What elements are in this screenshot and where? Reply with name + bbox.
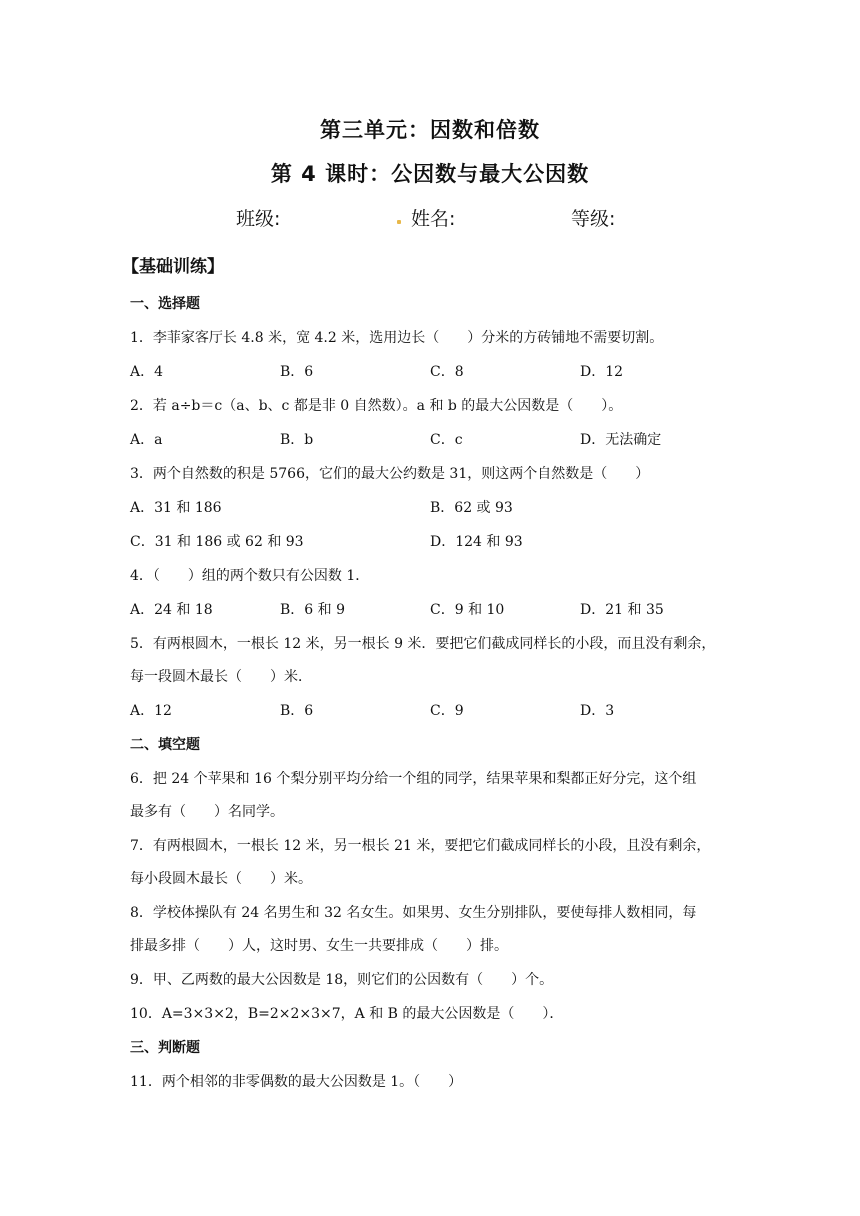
q1-option-c: C．8 — [430, 364, 464, 380]
q2-option-d: D．无法确定 — [580, 432, 662, 448]
question-6-line1: 6．把 24 个苹果和 16 个梨分别平均分给一个组的同学，结果苹果和梨都正好分完，这个组 — [130, 771, 697, 787]
q3-option-d: D．124 和 93 — [430, 534, 523, 550]
q4-option-d: D．21 和 35 — [580, 602, 664, 618]
q4-option-b: B．6 和 9 — [280, 602, 346, 618]
section-basic-training: 【基础训练】 — [122, 257, 224, 277]
q4-option-c: C．9 和 10 — [430, 602, 505, 618]
section-choice: 一、选择题 — [130, 296, 200, 312]
question-2: 2．若 a÷b＝c（a、b、c 都是非 0 自然数）。a 和 b 的最大公因数是（ ）。 — [130, 398, 623, 414]
q4-option-a: A．24 和 18 — [130, 602, 213, 618]
question-8-line2: 排最多排（ ）人，这时男、女生一共要排成（ ）排。 — [130, 938, 508, 954]
page-title: 第三单元：因数和倍数 — [320, 118, 540, 142]
question-11: 11．两个相邻的非零偶数的最大公因数是 1。（ ） — [130, 1074, 463, 1090]
question-9: 9．甲、乙两数的最大公因数是 18，则它们的公因数有（ ）个。 — [130, 972, 554, 988]
q1-option-a: A．4 — [130, 364, 164, 380]
name-label: 姓名: — [411, 208, 456, 230]
q5-option-b: B．6 — [280, 703, 314, 719]
question-1: 1．李菲家客厅长 4.8 米，宽 4.2 米，选用边长（ ）分米的方砖铺地不需要切割。 — [130, 330, 664, 346]
q1-option-b: B．6 — [280, 364, 314, 380]
question-8-line1: 8．学校体操队有 24 名男生和 32 名女生。如果男、女生分别排队，要使每排人数相同，每 — [130, 905, 697, 921]
q2-option-b: B．b — [280, 432, 314, 448]
q3-option-b: B．62 或 93 — [430, 500, 513, 516]
question-5-line1: 5．有两根圆木，一根长 12 米，另一根长 9 米．要把它们截成同样长的小段，而且没有剩余， — [130, 636, 716, 652]
question-7-line1: 7．有两根圆木，一根长 12 米，另一根长 21 米，要把它们截成同样长的小段，且没有剩余， — [130, 838, 711, 854]
q2-option-c: C．c — [430, 432, 463, 448]
decorative-dot — [397, 220, 401, 224]
q1-option-d: D．12 — [580, 364, 624, 380]
q5-option-d: D．3 — [580, 703, 615, 719]
grade-label: 等级: — [571, 208, 616, 230]
section-fill-blank: 二、填空题 — [130, 737, 200, 753]
question-4: 4．（ ）组的两个数只有公因数 1． — [130, 568, 370, 584]
question-7-line2: 每小段圆木最长（ ）米。 — [130, 871, 312, 887]
q3-option-c: C．31 和 186 或 62 和 93 — [130, 534, 304, 550]
question-3: 3．两个自然数的积是 5766，它们的最大公约数是 31，则这两个自然数是（ ） — [130, 466, 650, 482]
question-10: 10．A=3×3×2，B=2×2×3×7，A 和 B 的最大公因数是（ ）． — [130, 1006, 564, 1022]
q2-option-a: A．a — [130, 432, 163, 448]
page-subtitle: 第 4 课时：公因数与最大公因数 — [270, 162, 590, 186]
q3-option-a: A．31 和 186 — [130, 500, 222, 516]
q5-option-a: A．12 — [130, 703, 172, 719]
class-label: 班级: — [236, 208, 281, 230]
question-5-line2: 每一段圆木最长（ ）米． — [130, 669, 312, 685]
q5-option-c: C．9 — [430, 703, 464, 719]
section-true-false: 三、判断题 — [130, 1040, 200, 1056]
question-6-line2: 最多有（ ）名同学。 — [130, 804, 284, 820]
